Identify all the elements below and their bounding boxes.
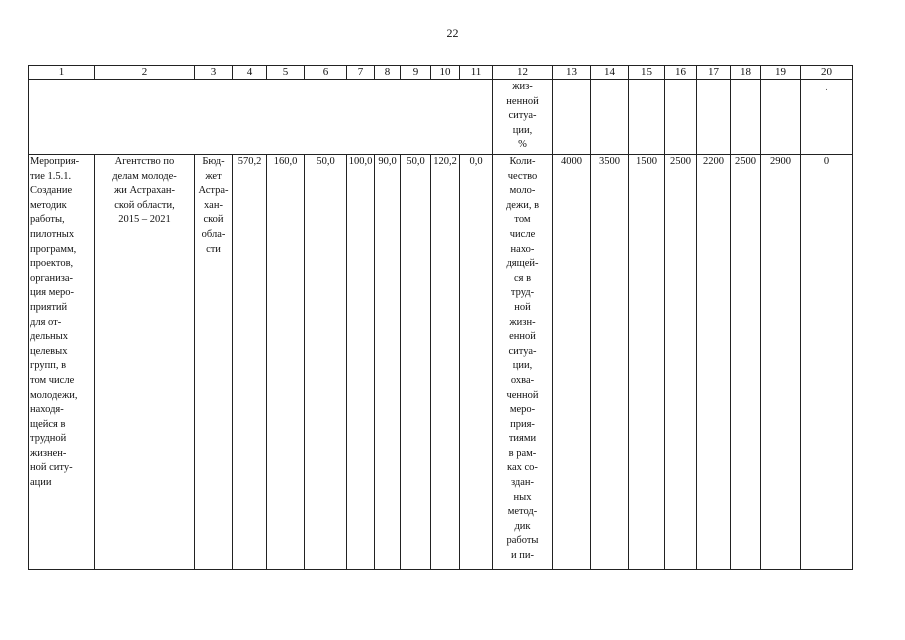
empty-cell [801, 80, 853, 155]
empty-cell [697, 80, 731, 155]
empty-cell [591, 80, 629, 155]
column-number: 19 [761, 66, 801, 80]
column-number: 10 [431, 66, 460, 80]
target-value: 3500 [591, 155, 629, 570]
target-value: 0 [801, 155, 853, 570]
empty-cell [731, 80, 761, 155]
target-value: 2200 [697, 155, 731, 570]
indicator-continuation: жиз- ненной ситуа- ции, % [493, 80, 553, 155]
indicator-cell: Коли- чество моло- дежи, в том числе нахо- дящей- ся в труд- ной жизн- енной ситуа- ции, охва- ченной меро- прия- тиями в рам- ках со- здан- ных метод- дик работы и пи- [493, 155, 553, 570]
empty-cell [761, 80, 801, 155]
column-number: 9 [401, 66, 431, 80]
column-number: 20 [801, 66, 853, 80]
finance-2020: 120,2 [431, 155, 460, 570]
empty-cell [553, 80, 591, 155]
program-table [28, 65, 853, 570]
column-number: 17 [697, 66, 731, 80]
target-value: 2500 [665, 155, 697, 570]
column-number-row [29, 66, 853, 80]
stray-mark: . [825, 82, 828, 92]
empty-cell [665, 80, 697, 155]
column-number: 5 [267, 66, 305, 80]
column-number: 14 [591, 66, 629, 80]
target-value: 4000 [553, 155, 591, 570]
finance-2015: 160,0 [267, 155, 305, 570]
continuation-row [29, 80, 853, 155]
finance-2019: 50,0 [401, 155, 431, 570]
finance-2018: 90,0 [375, 155, 401, 570]
column-number: 7 [347, 66, 375, 80]
column-number: 18 [731, 66, 761, 80]
column-number: 8 [375, 66, 401, 80]
target-value: 2900 [761, 155, 801, 570]
column-number: 13 [553, 66, 591, 80]
continuation-empty-cell [29, 80, 493, 155]
column-number: 1 [29, 66, 95, 80]
finance-2021: 0,0 [460, 155, 493, 570]
column-number: 3 [195, 66, 233, 80]
column-number: 16 [665, 66, 697, 80]
page-number: 22 [446, 26, 459, 40]
column-number: 6 [305, 66, 347, 80]
empty-cell [629, 80, 665, 155]
column-number: 15 [629, 66, 665, 80]
column-number: 11 [460, 66, 493, 80]
finance-total: 570,2 [233, 155, 267, 570]
executor-cell: Агентство по делам молоде- жи Астрахан- ской области, 2015 – 2021 [95, 155, 195, 570]
target-value: 2500 [731, 155, 761, 570]
activity-row [29, 155, 853, 570]
column-number: 4 [233, 66, 267, 80]
column-number: 2 [95, 66, 195, 80]
finance-2016: 50,0 [305, 155, 347, 570]
finance-2017: 100,0 [347, 155, 375, 570]
source-cell: Бюд- жет Астра- хан- ской обла- сти [195, 155, 233, 570]
column-number: 12 [493, 66, 553, 80]
activity-cell: Мероприя- тие 1.5.1. Создание методик работы, пилотных программ, проектов, организа- ция меро- приятий для от- дельных целевых групп, в том числе молодежи, находя- щейся в трудной жизнен- ной ситу- ации [29, 155, 95, 570]
target-value: 1500 [629, 155, 665, 570]
